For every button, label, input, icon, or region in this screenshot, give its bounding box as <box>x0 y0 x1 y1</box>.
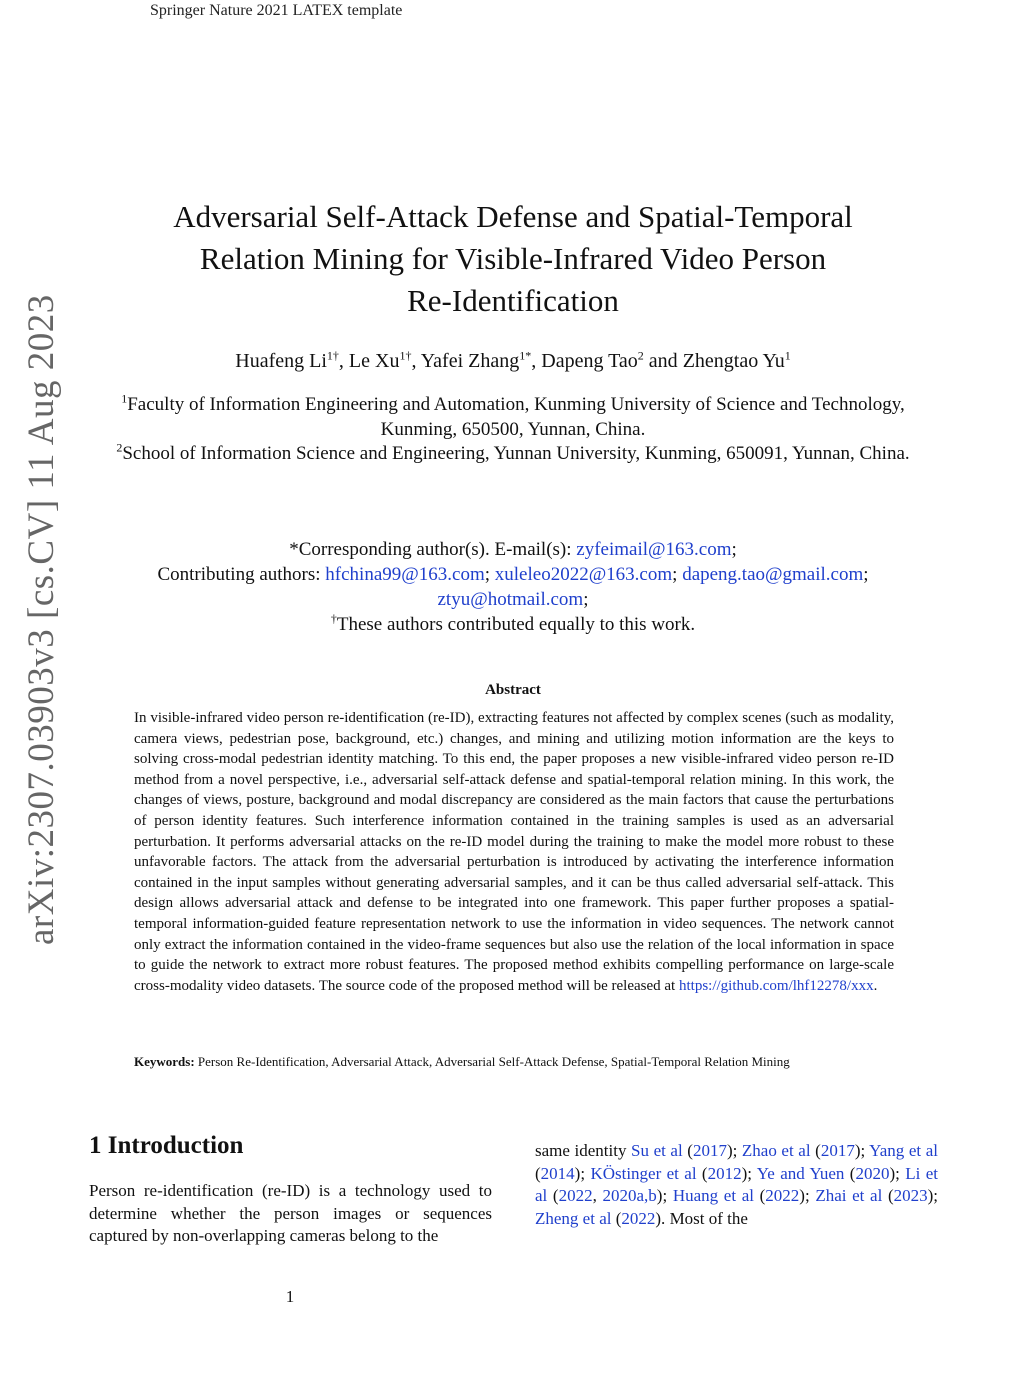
citation-year-link[interactable]: 2023 <box>893 1186 928 1205</box>
abstract-heading: Abstract <box>485 682 541 698</box>
citation: Huang et al (2022); <box>672 1186 816 1205</box>
page-number: 1 <box>285 1287 295 1306</box>
citation: Zhao et al (2017); <box>741 1141 870 1160</box>
paper-title <box>100 196 926 322</box>
keywords: Keywords: Person Re-Identification, Adversarial Attack, Adversarial Self-Attack Defense, Spatial-Temporal Relation Mining <box>134 1054 790 1069</box>
email-link[interactable]: dapeng.tao@gmail.com <box>682 564 864 585</box>
citation-year-link[interactable]: 2022 <box>558 1186 593 1205</box>
intro-left-column: Person re-identification (re-ID) is a technology used to determine whether the person images or sequences captured by non-overlapping cameras belong to the <box>89 1181 492 1245</box>
equal-contribution-note: †These authors contributed equally to this work. <box>330 611 696 635</box>
affiliation-2: $^2$School of Information Science and Engineering, Yunnan University, Kunming, 650091, Yunnan, China. <box>116 440 910 464</box>
citation-author-link[interactable]: Zhai et al <box>815 1186 883 1205</box>
citation-year-link[interactable]: 2022 <box>621 1208 656 1228</box>
citation-year-link[interactable]: 2020a,b <box>602 1186 657 1205</box>
author-list <box>100 350 926 373</box>
title-line-2: Relation Mining for Visible-Infrared Video Person <box>199 241 827 276</box>
contributing-authors-line-2: ztyu@hotmail.com; <box>437 589 589 610</box>
citation-author-link[interactable]: Zheng et al <box>535 1208 612 1228</box>
title-line-3: Re-Identification <box>407 283 619 318</box>
corresponding-author-line: *Corresponding author(s). E-mail(s): zyfeimail@163.com; <box>289 539 737 560</box>
citation-author-link[interactable]: Su et al <box>631 1141 683 1160</box>
contributing-authors-line: Contributing authors: hfchina99@163.com; xuleleo2022@163.com; dapeng.tao@gmail.com; <box>157 564 869 585</box>
corresponding-email-link[interactable]: zyfeimail@163.com <box>576 539 732 560</box>
citation-year-link[interactable]: 2017 <box>820 1141 855 1160</box>
running-header: Springer Nature 2021 LATEX template <box>150 2 403 19</box>
affiliation-1: $^1$Faculty of Information Engineering and Automation, Kunming University of Science and Technology, Kunming, 650500, Yunnan, China. <box>121 391 905 440</box>
citation: Zhai et al (2023); <box>815 1186 939 1205</box>
author: Le $Xu^{1\dagger}$, <box>348 348 421 372</box>
citation: 2020a,b); <box>602 1186 673 1205</box>
author: Huafeng $Li^{1\dagger}$, <box>235 348 349 372</box>
citation: KÖstinger et al (2012); <box>590 1163 757 1183</box>
citation-year-link[interactable]: 2017 <box>692 1141 727 1160</box>
abstract-body: In visible-infrared video person re-identification (re-ID), extracting features not affected by complex scenes (such as modality, camera views, pedestrian pose, background, etc.) changes, and mining and utilizing motion information are the keys to solving cross-modal pedestrian identity matching. To this end, the paper proposes a new visible-infrared video person re-ID method from a novel perspective, i.e., adversarial self-attack defense and spatial-temporal relation mining. In this work, the changes of views, posture, background and modal discrepancy are considered as the main factors that cause the perturbations of person identity features. Such interference information contained in the training samples is used as an adversarial perturbation. It performs adversarial attacks on the re-ID model during the training to make the model more robust to these unfavorable factors. The attack from the adversarial perturbation is introduced by activating the interference information contained in the input samples without generating adversarial samples, and it can be thus called adversarial self-attack. This design allows adversarial attack and defense to be integrated into one framework. This paper further proposes a spatial-temporal information-guided feature representation network to use the information in video sequences. The network cannot only extract the information contained in the video-frame sequences but also use the relation of the local information in space to guide the network to extract more robust features. The proposed method exhibits compelling performance on large-scale cross-modality video datasets. The source code of the proposed method will be released at https://github.com/lhf12278/xxx. <box>134 710 894 994</box>
keywords-label: Keywords: <box>134 1054 195 1069</box>
email-link[interactable]: ztyu@hotmail.com <box>437 589 584 610</box>
citation: Zheng et al (2022). <box>535 1208 666 1228</box>
intro-right-column: same identity Su et al (2017); Zhao et al (2017); Yang et al (2014); KÖstinger et al (2012); Ye and Yuen (2020); Li et al (2022, 2020a,b); Huang et al (2022); Zhai et al (2023); Zheng et al (2022). Most of the <box>535 1141 939 1228</box>
citation-author-link[interactable]: Li et al <box>535 1163 938 1205</box>
citation-author-link[interactable]: Yang et al <box>869 1141 938 1160</box>
source-code-link[interactable]: https://github.com/lhf12278/xxx <box>678 977 874 994</box>
citation: Su et al (2017); <box>631 1141 742 1160</box>
citation-year-link[interactable]: 2012 <box>707 1163 742 1183</box>
title-line-1: Adversarial Self-Attack Defense and Spatial-Temporal <box>173 199 853 234</box>
citation-author-link[interactable]: Ye and Yuen <box>756 1163 845 1183</box>
citation-author-link[interactable]: Zhao et al <box>741 1141 811 1160</box>
citation: Li et al (2022, <box>535 1163 938 1205</box>
citation-year-link[interactable]: 2014 <box>540 1163 575 1183</box>
citation-year-link[interactable]: 2020 <box>855 1163 890 1183</box>
citation: Ye and Yuen (2020); <box>756 1163 906 1183</box>
citation: Yang et al (2014); <box>535 1141 938 1183</box>
author: Dapeng Tao$^2$ and <box>541 348 683 372</box>
author: Yafei Zhang$^{1*}$, <box>420 348 542 372</box>
section-heading-introduction: 1 Introduction <box>89 1132 244 1159</box>
citation-author-link[interactable]: Huang et al <box>672 1186 754 1205</box>
citation-author-link[interactable]: KÖstinger et al <box>590 1163 697 1183</box>
author: Zhengtao Yu$^1$ <box>682 348 791 372</box>
contact-info <box>100 537 926 637</box>
email-link[interactable]: xuleleo2022@163.com <box>494 564 673 585</box>
arxiv-stamp: arXiv:2307.03903v3 [cs.CV] 11 Aug 2023 <box>21 294 62 945</box>
email-link[interactable]: hfchina99@163.com <box>325 564 485 585</box>
citation-year-link[interactable]: 2022 <box>765 1186 800 1205</box>
